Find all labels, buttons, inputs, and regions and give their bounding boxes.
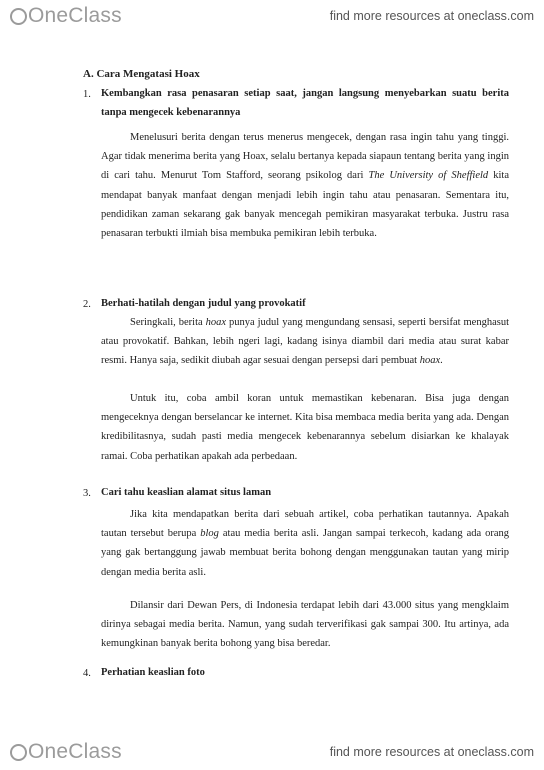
item-1-paragraph: Menelusuri berita dengan terus menerus mengecek, dengan rasa ingin tahu yang tinggi. Agar tidak menerima berita yang Hoax, selalu bertanya kepada siapaun tentang berita yang ingin di cari tahu. Menurut Tom Stafford, seorang psikolog dari The University of Sheffield kita mendapat banyak manfaat dengan menjadi lebih ingin tahu atau penasaran. Sementara itu, pendidikan zaman sekarang gak banyak mencegah pemikiran masyarakat terbuka. Justru rasa penasaran terbukti ilmiah bisa membuka pemikiran lebih terbuka. — [101, 132, 509, 240]
logo-o-icon — [10, 744, 27, 761]
item-title-2: Berhati-hatilah dengan judul yang provokatif — [101, 298, 306, 309]
italic-hoax-2: hoax — [419, 355, 441, 367]
item-2-paragraph-2: Untuk itu, coba ambil koran untuk memastikan kebenaran. Bisa juga dengan mengeceknya dengan berselancar ke internet. Kita bisa membaca media berita yang ada. Dengan kredibilitasnya, sudah pasti media mengecek kebenarannya sebelum disiarkan ke khalayak ramai. Coba perhatikan apakah ada perbedaan. — [101, 393, 509, 462]
item-title-1: Kembangkan rasa penasaran setiap saat, jangan langsung menyebarkan suatu berita tanpa mengecek kebenarannya — [101, 88, 509, 118]
item-title-4: Perhatian keaslian foto — [101, 667, 205, 678]
item-number-1: 1. — [83, 89, 91, 100]
item-3-paragraph-1: Jika kita mendapatkan berita dari sebuah artikel, coba perhatikan tautannya. Apakah tautan tersebut berupa blog atau media berita asli. Jangan sampai terkecoh, kadang ada orang yang gak bertanggung jawab membuat berita bohong dengan menggunakan tautan yang mirip dengan media berita asli. — [101, 509, 509, 578]
item-2-paragraph-1: Seringkali, berita hoax punya judul yang mengundang sensasi, seperti bersifat menghasut atau provokatif. Bahkan, lebih ngeri lagi, kadang isinya diambil dari media atau surat kabar resmi. Hanya saja, sedikit diubah agar sesuai dengan persepsi dari pembuat hoax. — [101, 317, 510, 367]
logo-text: OneClass — [28, 4, 122, 27]
italic-university: The University of Sheffield — [368, 170, 489, 182]
logo-o-icon — [10, 8, 27, 25]
header-tagline-link[interactable]: find more resources at oneclass.com — [329, 9, 534, 23]
item-title-3: Cari tahu keaslian alamat situs laman — [101, 487, 272, 498]
oneclass-footer-logo[interactable] — [10, 740, 122, 764]
footer-tagline-link[interactable]: find more resources at oneclass.com — [329, 745, 534, 759]
item-number-3: 3. — [83, 488, 91, 499]
italic-blog: blog — [200, 528, 219, 540]
oneclass-logo[interactable] — [10, 4, 122, 28]
item-number-4: 4. — [83, 668, 91, 679]
italic-hoax: hoax — [205, 317, 227, 328]
section-heading: A. Cara Mengatasi Hoax — [83, 68, 200, 80]
footer-logo-text: OneClass — [28, 740, 122, 763]
header-bar — [0, 0, 544, 34]
item-number-2: 2. — [83, 299, 91, 310]
footer-bar — [0, 736, 544, 770]
item-3-paragraph-2: Dilansir dari Dewan Pers, di Indonesia terdapat lebih dari 43.000 situs yang mengklaim dirinya sebagai media berita. Namun, yang sudah terverifikasi gak sampai 300. Itu artinya, ada kemungkinan banyak berita bohong yang bisa beredar. — [101, 600, 509, 650]
